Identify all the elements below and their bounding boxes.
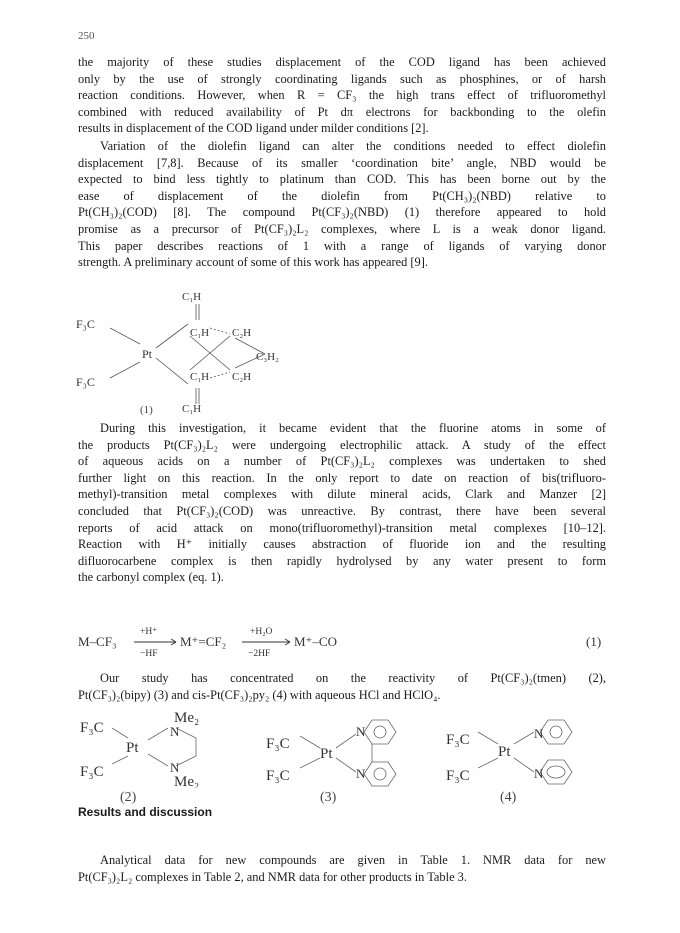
text-line: the products Pt(CF₃)₂L₂ were undergoing electrophilic attack. A study of the effect [78, 437, 606, 452]
structure-figure-4 [440, 714, 600, 788]
equation-1 [78, 620, 606, 664]
equation-product: M⁺–CO [294, 634, 337, 649]
label: F₃C [266, 768, 290, 784]
label: Pt [126, 740, 139, 756]
label: F₃C [446, 768, 470, 784]
label: Me₂ [174, 710, 200, 726]
equation-intermediate: M⁺=CF₂ [180, 634, 227, 649]
paragraph-2 [78, 138, 606, 271]
label: C₃H₂ [256, 351, 279, 363]
equation-reactant: M–CF₃ [78, 634, 117, 649]
label: F₃C [76, 317, 95, 331]
text-line: the majority of these studies displacement of the COD ligand has been achieved [78, 55, 606, 69]
page-number: 250 [78, 30, 95, 42]
paragraph-1 [78, 54, 606, 137]
label: N [534, 726, 544, 741]
arrow-1-bottom: −HF [140, 649, 158, 659]
text-line: promise as a precursor of Pt(CF₃)₂L₂ complexes, where L is a weak donor ligand. [78, 221, 606, 236]
text-line: Our study has concentrated on the reactivity of Pt(CF₃)₂(tmen) (2), [100, 671, 606, 685]
arrow-2-bottom: −2HF [248, 649, 271, 659]
text-line: strength. A preliminary account of some of this work has appeared [9]. [78, 255, 428, 270]
paragraph-5 [78, 852, 606, 885]
structure-figure-3 [262, 714, 422, 788]
label: C₂H [232, 327, 252, 339]
text-line: Variation of the diolefin ligand can alter the conditions needed to effect diolefin [100, 139, 606, 153]
label: C₁H [182, 291, 202, 303]
label: F₃C [80, 720, 104, 736]
text-line: During this investigation, it became evident that the fluorine atoms in some of [100, 421, 606, 435]
paragraph-4 [78, 670, 606, 703]
label: N [170, 760, 180, 775]
label: F₃C [266, 736, 290, 752]
text-line: Pt(CF₃)₂(bipy) (3) and cis-Pt(CF₃)₂py₂ (4) with aqueous HCl and HClO₄. [78, 687, 441, 702]
label: F₃C [80, 764, 104, 780]
caption-2: (2) [120, 790, 137, 805]
text-line: displacement [7,8]. Because of its smaller ‘coordination bite’ angle, NBD would be [78, 155, 606, 170]
label: N [356, 766, 366, 781]
equation-number: (1) [586, 634, 602, 649]
label: C₁H [190, 371, 210, 383]
text-line: reaction conditions. However, when R = CF₃ the high trans effect of trifluoromethyl [78, 88, 606, 103]
arrow-2-top: +H₂O [250, 627, 273, 637]
text-line: combined with reduced availability of Pt dπ electrons for backbonding to the olefin [78, 104, 606, 119]
structure-figure-1 [70, 286, 330, 416]
text-line: results in displacement of the COD ligand under milder conditions [2]. [78, 121, 429, 136]
label: Pt [142, 347, 153, 361]
label: F₃C [446, 732, 470, 748]
label: Pt [320, 746, 333, 762]
text-line: further light on this reaction. In the only report to date on reaction of bis(trifluoro- [78, 470, 606, 485]
arrow-1-top: +H⁺ [140, 627, 158, 637]
caption-1: (1) [140, 404, 153, 416]
label: N [170, 724, 180, 739]
label: C₁H [182, 403, 202, 415]
caption-4: (4) [500, 790, 517, 805]
text-line: This paper describes reactions of 1 with a range of ligands of varying donor [78, 238, 606, 253]
text-line: only by the use of strongly coordinating ligands such as phosphines, or of harsh [78, 71, 606, 86]
text-line: ease of displacement of the diolefin from Pt(CH₃)₂(NBD) relative to [78, 188, 606, 203]
structure-figure-2 [78, 706, 238, 788]
text-line: expected to bind less tightly to platinum than COD. This has been borne out by the [78, 172, 606, 187]
label: N [356, 724, 366, 739]
text-line: Pt(CH₃)₂(COD) [8]. The compound Pt(CF₃)₂(NBD) (1) therefore appeared to hold [78, 205, 606, 220]
text-line: methyl)-transition metal complexes with dilute mineral acids, Clark and Manzer [2] [78, 487, 606, 502]
label: F₃C [76, 375, 95, 389]
text-line: Pt(CF₃)₂L₂ complexes in Table 2, and NMR data for other products in Table 3. [78, 869, 467, 884]
text-line: of aqueous acids on a number of Pt(CF₃)₂L₂ complexes was undertaken to shed [78, 454, 606, 469]
text-line: difluorocarbene complex is then rapidly hydrolysed by any water present to form [78, 553, 606, 568]
label: N [534, 766, 544, 781]
text-line: the carbonyl complex (eq. 1). [78, 570, 224, 585]
label: Me₂ [174, 774, 200, 788]
label: C₁H [190, 327, 210, 339]
text-line: concluded that Pt(CF₃)₂(COD) was unreactive. By contrast, there have been several [78, 503, 606, 518]
section-heading: Results and discussion [78, 805, 213, 819]
text-line: Reaction with H⁺ initially causes abstraction of fluoride ion and the resulting [78, 537, 606, 552]
label: Pt [498, 744, 511, 760]
text-line: Analytical data for new compounds are given in Table 1. NMR data for new [100, 853, 606, 867]
text-line: reports of acid attack on mono(trifluoromethyl)-transition metal complexes [10–12]. [78, 520, 606, 535]
paragraph-3 [78, 420, 606, 586]
label: C₂H [232, 371, 252, 383]
caption-3: (3) [320, 790, 337, 805]
